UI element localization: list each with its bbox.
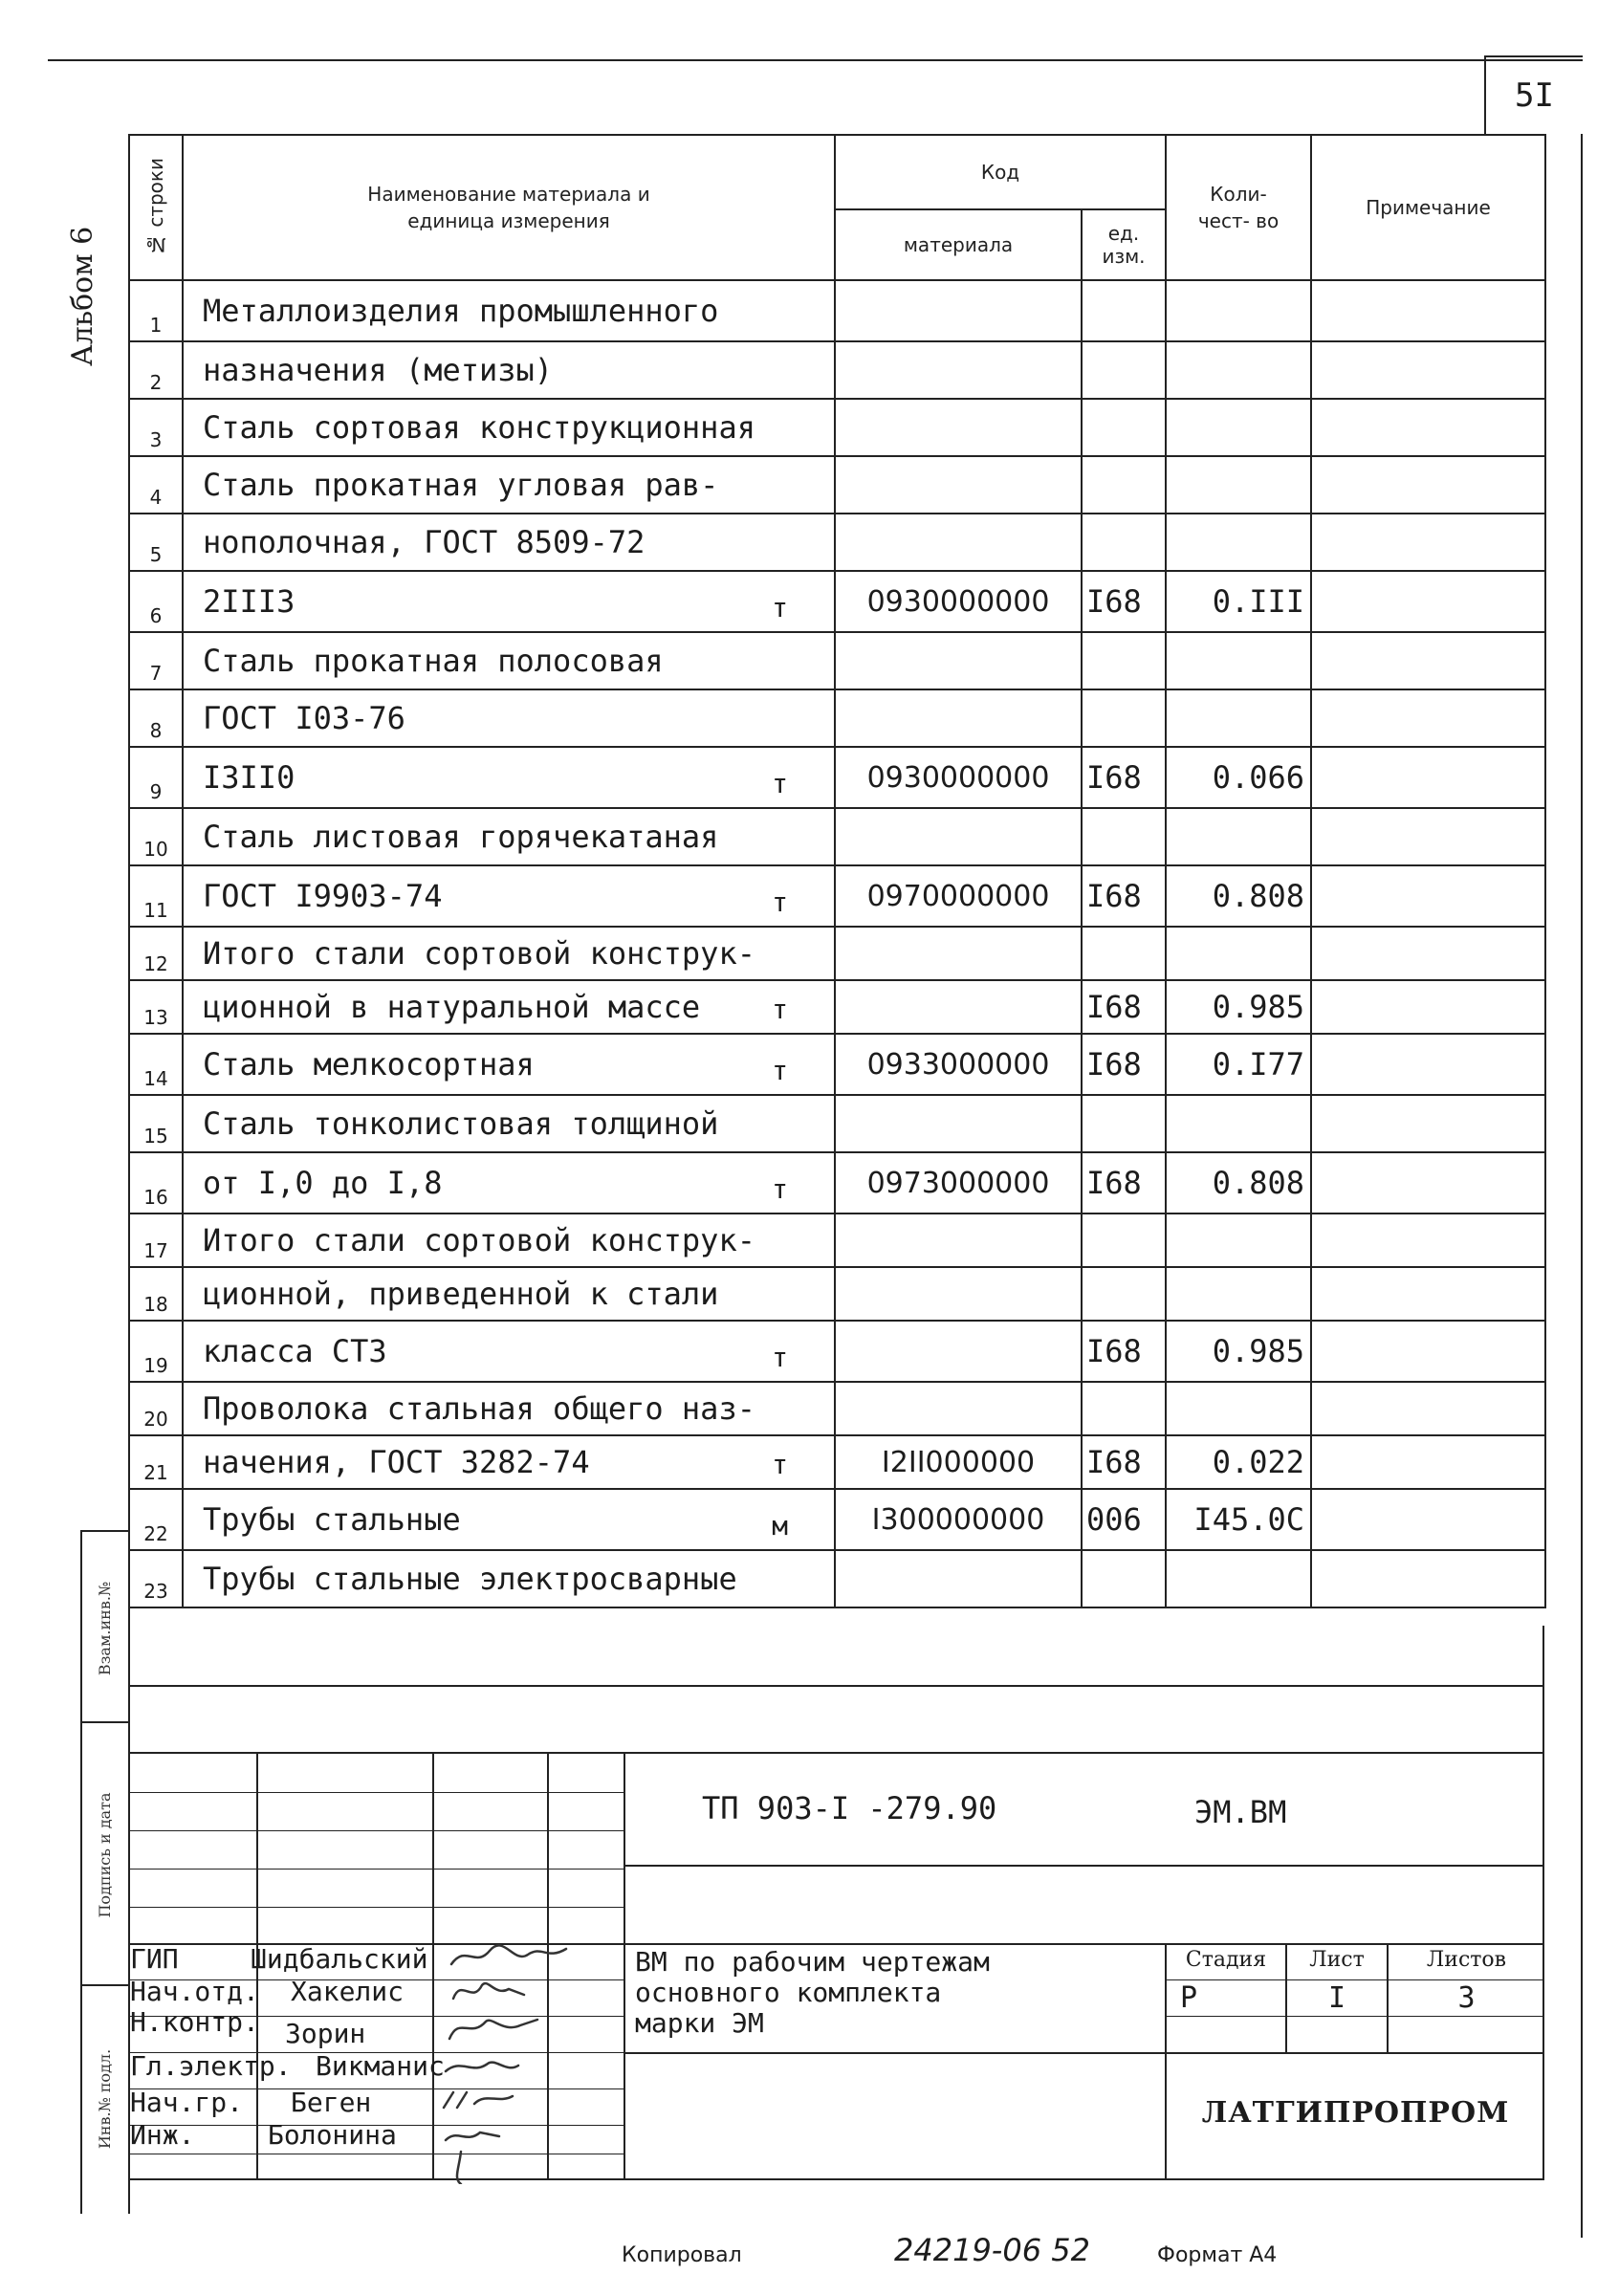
table-row (129, 927, 1545, 980)
unit-code: I68 (1082, 571, 1166, 632)
materials-table (128, 134, 1546, 1608)
material-name: назначения (метизы) (203, 352, 554, 388)
description-line-2: основного комплекта (635, 1977, 942, 2008)
material-name-cell (183, 341, 835, 399)
description-line-1: ВМ по рабочим чертежам (635, 1946, 990, 1978)
table-row (129, 747, 1545, 808)
row-number: 18 (129, 1267, 183, 1321)
sig-name-2: Хакелис (291, 1976, 405, 2007)
material-name: Итого стали сортовой конструк- (203, 935, 755, 972)
sig-name-6: Болонина (268, 2119, 397, 2151)
material-code (835, 1214, 1082, 1267)
table-row (129, 280, 1545, 341)
footer-format: Формат А4 (1157, 2243, 1278, 2267)
material-name: 2III3 (203, 583, 295, 620)
unit-code: I68 (1082, 1152, 1166, 1214)
unit-code: I68 (1082, 980, 1166, 1034)
material-code (835, 1095, 1082, 1152)
header-note: Примечание (1311, 135, 1545, 280)
note (1311, 1152, 1545, 1214)
material-name: Трубы стальные электросварные (203, 1561, 737, 1597)
table-row (129, 980, 1545, 1034)
unit-code (1082, 689, 1166, 747)
row-number: 20 (129, 1382, 183, 1435)
stage-value: Р (1180, 1981, 1198, 2015)
unit-code (1082, 808, 1166, 865)
description-line-3: марки ЭМ (635, 2007, 764, 2039)
material-name: Сталь прокатная полосовая (203, 643, 664, 679)
row-number: 22 (129, 1489, 183, 1550)
material-name: Сталь тонколистовая толщиной (203, 1105, 719, 1142)
quantity: 0.066 (1166, 747, 1311, 808)
quantity (1166, 1214, 1311, 1267)
material-code (835, 927, 1082, 980)
quantity (1166, 399, 1311, 456)
unit-of-measure: т (772, 886, 788, 918)
material-name-cell (183, 1382, 835, 1435)
quantity (1166, 456, 1311, 514)
handwritten-signatures (432, 1939, 643, 2184)
material-name-cell (183, 808, 835, 865)
document-code: ТП 903-I -279.90 (702, 1790, 997, 1826)
sig-role-2: Нач.отд. (130, 1976, 259, 2007)
note (1311, 689, 1545, 747)
unit-code: I68 (1082, 1034, 1166, 1095)
row-number: 4 (129, 456, 183, 514)
material-code: 0930000000 (835, 571, 1082, 632)
material-code: 0930000000 (835, 747, 1082, 808)
quantity (1166, 1267, 1311, 1321)
row-number: 7 (129, 632, 183, 689)
unit-of-measure: т (772, 1055, 788, 1086)
unit-code: I68 (1082, 865, 1166, 927)
material-code (835, 1321, 1082, 1382)
material-name-cell (183, 1321, 835, 1382)
sheets-header: Листов (1426, 1948, 1507, 1972)
material-name: Металлоизделия промышленного (203, 293, 719, 329)
note (1311, 456, 1545, 514)
table-row (129, 514, 1545, 571)
unit-code (1082, 1550, 1166, 1607)
note (1311, 1095, 1545, 1152)
material-name: ГОСТ I9903-74 (203, 878, 443, 914)
unit-code (1082, 1214, 1166, 1267)
table-row (129, 399, 1545, 456)
material-name: Трубы стальные (203, 1501, 461, 1538)
unit-of-measure: м (772, 1510, 788, 1542)
table-row (129, 1435, 1545, 1489)
header-unit-code: ед. изм. (1082, 209, 1166, 280)
unit-code (1082, 927, 1166, 980)
material-code (835, 399, 1082, 456)
unit-code (1082, 1095, 1166, 1152)
row-number: 16 (129, 1152, 183, 1214)
table-row (129, 1489, 1545, 1550)
row-number: 1 (129, 280, 183, 341)
material-code (835, 341, 1082, 399)
row-number: 3 (129, 399, 183, 456)
row-number: 13 (129, 980, 183, 1034)
note (1311, 1382, 1545, 1435)
table-row (129, 632, 1545, 689)
row-number: 21 (129, 1435, 183, 1489)
material-name: Проволока стальная общего наз- (203, 1390, 755, 1427)
quantity: 0.I77 (1166, 1034, 1311, 1095)
sig-name-1: Шидбальский (251, 1943, 428, 1975)
material-name-cell (183, 1034, 835, 1095)
row-number: 23 (129, 1550, 183, 1607)
material-name: Сталь листовая горячекатаная (203, 819, 719, 855)
sheet-header: Лист (1309, 1948, 1365, 1972)
quantity: I45.0C (1166, 1489, 1311, 1550)
header-material: материала (835, 209, 1082, 280)
sheet-value: I (1327, 1981, 1346, 2015)
material-code (835, 1550, 1082, 1607)
table-row (129, 1267, 1545, 1321)
material-name-cell (183, 927, 835, 980)
side-label-podpis-data: Подпись и дата (96, 1792, 114, 1918)
quantity: 0.III (1166, 571, 1311, 632)
table-row (129, 1152, 1545, 1214)
row-number: 19 (129, 1321, 183, 1382)
table-row (129, 865, 1545, 927)
header-row-no: № строки (129, 135, 183, 280)
table-row (129, 1382, 1545, 1435)
stage-header: Стадия (1185, 1948, 1267, 1972)
row-number: 12 (129, 927, 183, 980)
note (1311, 808, 1545, 865)
table-row (129, 571, 1545, 632)
material-name-cell (183, 980, 835, 1034)
material-name-cell (183, 1435, 835, 1489)
quantity: 0.808 (1166, 865, 1311, 927)
sig-role-5: Нач.гр. (130, 2087, 244, 2118)
material-code (835, 456, 1082, 514)
note (1311, 1034, 1545, 1095)
quantity: 0.808 (1166, 1152, 1311, 1214)
table-row (129, 1095, 1545, 1152)
material-code: I2II000000 (835, 1435, 1082, 1489)
header-code: Код (835, 135, 1166, 209)
unit-code: I68 (1082, 1321, 1166, 1382)
row-number: 17 (129, 1214, 183, 1267)
material-code (835, 808, 1082, 865)
note (1311, 1214, 1545, 1267)
album-label: Альбом 6 (66, 226, 99, 366)
material-name-cell (183, 689, 835, 747)
table-row (129, 341, 1545, 399)
unit-of-measure: т (772, 592, 788, 623)
title-block (128, 1752, 1544, 2180)
material-code: 0970000000 (835, 865, 1082, 927)
quantity (1166, 1550, 1311, 1607)
material-name: нополочная, ГОСТ 8509-72 (203, 524, 645, 560)
material-code: 0933000000 (835, 1034, 1082, 1095)
material-name: от I,0 до I,8 (203, 1165, 443, 1201)
material-name-cell (183, 456, 835, 514)
material-code (835, 980, 1082, 1034)
note (1311, 1267, 1545, 1321)
unit-of-measure: т (772, 994, 788, 1025)
row-number: 14 (129, 1034, 183, 1095)
material-name: ГОСТ I03-76 (203, 700, 405, 736)
material-name: класса СТ3 (203, 1333, 387, 1369)
material-name-cell (183, 399, 835, 456)
material-code: 0973000000 (835, 1152, 1082, 1214)
note (1311, 399, 1545, 456)
material-code (835, 514, 1082, 571)
note (1311, 865, 1545, 927)
note (1311, 1321, 1545, 1382)
material-name: Сталь сортовая конструкционная (203, 409, 755, 446)
material-name-cell (183, 1152, 835, 1214)
material-name: Сталь прокатная угловая рав- (203, 467, 719, 503)
table-row (129, 1214, 1545, 1267)
unit-code: I68 (1082, 747, 1166, 808)
header-quantity: Коли- чест- во (1166, 135, 1311, 280)
material-name: I3II0 (203, 759, 295, 796)
unit-code (1082, 1267, 1166, 1321)
note (1311, 980, 1545, 1034)
quantity (1166, 808, 1311, 865)
table-row (129, 689, 1545, 747)
row-number: 2 (129, 341, 183, 399)
sig-role-4: Гл.электр. (130, 2050, 292, 2082)
material-code (835, 1382, 1082, 1435)
row-number: 11 (129, 865, 183, 927)
unit-code: I68 (1082, 1435, 1166, 1489)
quantity (1166, 632, 1311, 689)
unit-code (1082, 456, 1166, 514)
note (1311, 1489, 1545, 1550)
quantity (1166, 341, 1311, 399)
material-name-cell (183, 1550, 835, 1607)
material-code: I300000000 (835, 1489, 1082, 1550)
table-row (129, 456, 1545, 514)
sheet-number: 5I (1484, 55, 1583, 134)
side-label-inv-podl: Инв.№ подл. (96, 2048, 114, 2150)
quantity: 0.022 (1166, 1435, 1311, 1489)
material-name-cell (183, 865, 835, 927)
quantity (1166, 1382, 1311, 1435)
material-name-cell (183, 747, 835, 808)
unit-code (1082, 341, 1166, 399)
table-row (129, 1321, 1545, 1382)
unit-of-measure: т (772, 1342, 788, 1373)
table-row (129, 1034, 1545, 1095)
row-number: 5 (129, 514, 183, 571)
note (1311, 341, 1545, 399)
quantity: 0.985 (1166, 980, 1311, 1034)
row-number: 15 (129, 1095, 183, 1152)
note (1311, 632, 1545, 689)
unit-of-measure: т (772, 1173, 788, 1205)
note (1311, 280, 1545, 341)
table-row (129, 1550, 1545, 1607)
material-name-cell (183, 1214, 835, 1267)
unit-code (1082, 280, 1166, 341)
organization-name: ЛАТГИПРОПРОМ (1201, 2096, 1510, 2130)
unit-code (1082, 514, 1166, 571)
sig-role-3: Н.контр. (130, 2006, 259, 2038)
material-name-cell (183, 280, 835, 341)
sig-role-6: Инж. (130, 2119, 195, 2151)
material-name-cell (183, 1267, 835, 1321)
material-name: Сталь мелкосортная (203, 1046, 535, 1082)
sig-name-4: Викманис (316, 2050, 445, 2082)
unit-code: 006 (1082, 1489, 1166, 1550)
note (1311, 514, 1545, 571)
note (1311, 1550, 1545, 1607)
note (1311, 1435, 1545, 1489)
material-code (835, 689, 1082, 747)
material-name-cell (183, 514, 835, 571)
row-number: 8 (129, 689, 183, 747)
note (1311, 571, 1545, 632)
material-name-cell (183, 1489, 835, 1550)
quantity (1166, 1095, 1311, 1152)
quantity (1166, 927, 1311, 980)
document-mark: ЭМ.ВМ (1194, 1794, 1287, 1830)
unit-of-measure: т (772, 768, 788, 799)
note (1311, 927, 1545, 980)
row-number: 10 (129, 808, 183, 865)
note (1311, 747, 1545, 808)
quantity: 0.985 (1166, 1321, 1311, 1382)
material-name: начения, ГОСТ 3282-74 (203, 1444, 590, 1480)
row-number: 6 (129, 571, 183, 632)
unit-code (1082, 399, 1166, 456)
material-code (835, 280, 1082, 341)
header-name: Наименование материала и единица измерения (183, 135, 835, 280)
footer-order-number: 24219-06 52 (894, 2232, 1090, 2268)
quantity (1166, 514, 1311, 571)
sheets-value: 3 (1457, 1981, 1476, 2015)
material-name-cell (183, 1095, 835, 1152)
material-name: ционной, приведенной к стали (203, 1276, 719, 1312)
unit-of-measure: т (772, 1449, 788, 1480)
unit-code (1082, 1382, 1166, 1435)
row-number: 9 (129, 747, 183, 808)
material-name: Итого стали сортовой конструк- (203, 1222, 755, 1258)
sig-name-5: Беген (291, 2087, 372, 2118)
sig-name-3: Зорин (285, 2018, 366, 2049)
material-code (835, 632, 1082, 689)
material-name-cell (183, 571, 835, 632)
quantity (1166, 689, 1311, 747)
unit-code (1082, 632, 1166, 689)
material-code (835, 1267, 1082, 1321)
quantity (1166, 280, 1311, 341)
material-name-cell (183, 632, 835, 689)
table-row (129, 808, 1545, 865)
footer-copied: Копировал (622, 2243, 742, 2267)
material-name: ционной в натуральной массе (203, 989, 701, 1025)
sig-role-1: ГИП (130, 1943, 179, 1975)
side-label-vzam-inv: Взам.инв.№ (96, 1581, 114, 1676)
